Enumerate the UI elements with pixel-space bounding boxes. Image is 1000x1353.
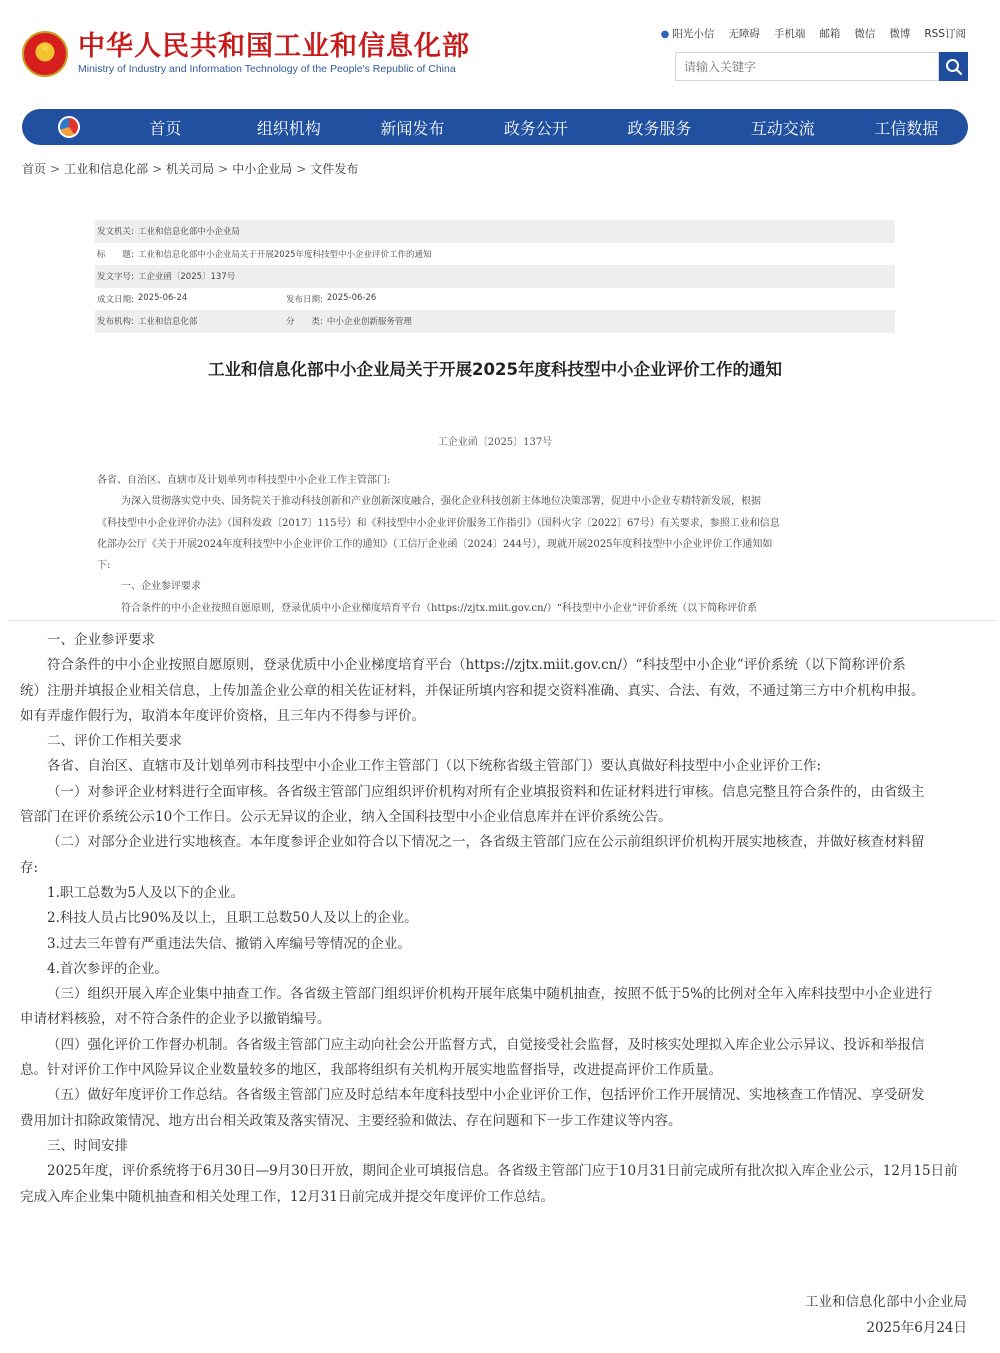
section-heading: 一、企业参评要求 bbox=[47, 632, 155, 648]
paragraph-line: 完成入库企业集中随机抽查和相关处理工作，12月31日前完成并提交年度评价工作总结。 bbox=[20, 1188, 554, 1205]
paragraph-line: （五）做好年度评价工作总结。各省级主管部门应及时总结本年度科技型中小企业评价工作，包括评价工作开展情况、实地核查工作情况、享受研发 bbox=[47, 1087, 925, 1104]
divider bbox=[8, 620, 998, 621]
national-emblem-logo: ★ bbox=[22, 31, 68, 77]
document-title: 工业和信息化部中小企业局关于开展2025年度科技型中小企业评价工作的通知 bbox=[208, 360, 782, 379]
signature-date: 2025年6月24日 bbox=[866, 1320, 967, 1336]
breadcrumb bbox=[22, 160, 358, 177]
breadcrumb-separator: > bbox=[152, 162, 163, 176]
main-nav bbox=[22, 109, 968, 145]
paragraph-line: 符合条件的中小企业按照自愿原则，登录优质中小企业梯度培育平台（https://zjtx.miit.gov.cn/）“科技型中小企业”评价系统（以下简称评价系 bbox=[121, 602, 758, 614]
breadcrumb-separator: > bbox=[296, 162, 307, 176]
top-link-wechat[interactable]: 微信 bbox=[854, 28, 876, 40]
meta-value: 工业和信息化部中小企业局 bbox=[137, 227, 240, 238]
meta-cell bbox=[97, 293, 286, 305]
paragraph-line: 费用加计扣除政策情况、地方出台相关政策及落实情况、主要经验和做法、存在问题和下一步工作建议等内容。 bbox=[20, 1112, 682, 1129]
nav-organization[interactable]: 组织机构 bbox=[256, 118, 321, 138]
breadcrumb-sme-bureau[interactable]: 中小企业局 bbox=[232, 162, 293, 176]
top-links bbox=[661, 26, 966, 41]
nav-services[interactable]: 政务服务 bbox=[627, 118, 692, 138]
meta-row-doc-number bbox=[95, 265, 895, 288]
breadcrumb-separator: > bbox=[50, 162, 61, 176]
paragraph-line: 如有弄虚作假行为，取消本年度评价资格，且三年内不得参与评价。 bbox=[20, 707, 425, 724]
site-title[interactable]: 中华人民共和国工业和信息化部 bbox=[78, 31, 470, 62]
paragraph-line: 管部门在评价系统公示10个工作日。公示无异议的企业，纳入全国科技型中小企业信息库并在评价系统公告。 bbox=[20, 809, 672, 826]
meta-label: 分 类: bbox=[286, 317, 323, 328]
meta-label: 成文日期: bbox=[97, 294, 134, 305]
paragraph-line: 《科技型中小企业评价办法》（国科发政〔2017〕115号）和《科技型中小企业评价服务工作指引》（国科火字〔2022〕67号）有关要求，参照工业和信息 bbox=[97, 517, 780, 529]
top-link-accessibility[interactable]: 无障碍 bbox=[728, 28, 760, 40]
section-heading: 一、企业参评要求 bbox=[121, 581, 201, 593]
paragraph-line: 2025年度，评价系统将于6月30日—9月30日开放，期间企业可填报信息。各省级主管部门应于10月31日前完成所有批次拟入库企业公示，12月15日前 bbox=[47, 1163, 958, 1180]
meta-label: 发文字号: bbox=[97, 272, 134, 283]
paragraph-line: （四）强化评价工作督办机制。各省级主管部门应主动向社会公开监督方式，自觉接受社会监督，及时核实处理拟入库企业公示异议、投诉和举报信 bbox=[47, 1036, 925, 1053]
list-item: 4.首次参评的企业。 bbox=[47, 960, 168, 977]
meta-cell bbox=[286, 315, 412, 327]
paragraph-line: 化部办公厅《关于开展2024年度科技型中小企业评价工作的通知》（工信厅企业函〔2024〕244号），现就开展2025年度科技型中小企业评价工作通知如 bbox=[97, 538, 773, 550]
nav-data[interactable]: 工信数据 bbox=[874, 118, 939, 138]
document-number: 工企业函〔2025〕137号 bbox=[437, 437, 553, 448]
meta-value: 2025-06-26 bbox=[326, 292, 377, 303]
paragraph-line: 申请材料核验，对不符合条件的企业予以撤销编号。 bbox=[20, 1011, 331, 1028]
document-meta-table bbox=[95, 220, 895, 333]
search-input[interactable] bbox=[675, 52, 939, 81]
search-button[interactable] bbox=[939, 52, 968, 81]
search-icon bbox=[945, 58, 963, 76]
salutation: 各省、自治区、直辖市及计划单列市科技型中小企业工作主管部门: bbox=[97, 475, 391, 486]
meta-label: 发布日期: bbox=[286, 294, 323, 305]
list-item: 3.过去三年曾有严重违法失信、撤销入库编号等情况的企业。 bbox=[47, 935, 411, 952]
paragraph-line: 存: bbox=[20, 859, 39, 876]
section-heading: 二、评价工作相关要求 bbox=[47, 733, 182, 750]
paragraph-line: （二）对部分企业进行实地核查。本年度参评企业如符合以下情况之一，各省级主管部门应在公示前组织评价机构开展实地核查，并做好核查材料留 bbox=[47, 834, 925, 851]
paragraph-line: 为深入贯彻落实党中央、国务院关于推动科技创新和产业创新深度融合，强化企业科技创新主体地位决策部署，促进中小企业专精特新发展，根据 bbox=[121, 496, 761, 508]
meta-value: 工业和信息化部 bbox=[137, 317, 198, 328]
paragraph-line: 各省、自治区、直辖市及计划单列市科技型中小企业工作主管部门（以下统称省级主管部门）要认真做好科技型中小企业评价工作: bbox=[47, 758, 822, 775]
top-link-weibo[interactable]: 微博 bbox=[889, 28, 911, 40]
top-link-mobile[interactable]: 手机端 bbox=[773, 28, 806, 40]
site-subtitle: Ministry of Industry and Information Technology of the People's Republic of China bbox=[78, 63, 456, 75]
meta-row-org bbox=[95, 310, 895, 333]
meta-row-dates bbox=[95, 288, 895, 311]
list-item: 2.科技人员占比90%及以上，且职工总数50人及以上的企业。 bbox=[47, 910, 418, 927]
meta-value: 中小企业创新服务管理 bbox=[326, 317, 412, 328]
breadcrumb-documents[interactable]: 文件发布 bbox=[310, 162, 359, 176]
paragraph-line: 符合条件的中小企业按照自愿原则，登录优质中小企业梯度培育平台（https://zjtx.miit.gov.cn/）“科技型中小企业”评价系统（以下简称评价系 bbox=[47, 657, 906, 674]
breadcrumb-home[interactable]: 首页 bbox=[22, 162, 47, 176]
top-link-rss[interactable]: RSS订阅 bbox=[924, 28, 966, 40]
list-item: 1.职工总数为5人及以下的企业。 bbox=[47, 884, 244, 901]
document-body-preview bbox=[97, 470, 897, 619]
top-link-sunshine[interactable]: ● 阳光小信 bbox=[660, 28, 715, 40]
meta-cell bbox=[97, 315, 286, 327]
meta-label: 发布机构: bbox=[97, 317, 134, 328]
breadcrumb-ministry[interactable]: 工业和信息化部 bbox=[64, 162, 149, 176]
meta-cell bbox=[286, 293, 376, 305]
top-link-mail[interactable]: 邮箱 bbox=[819, 28, 841, 40]
nav-government-affairs[interactable]: 政务公开 bbox=[503, 118, 568, 138]
breadcrumb-departments[interactable]: 机关司局 bbox=[166, 162, 215, 176]
paragraph-line: 下: bbox=[97, 560, 111, 572]
nav-home[interactable]: 首页 bbox=[149, 118, 182, 138]
nav-interaction[interactable]: 互动交流 bbox=[750, 118, 815, 138]
meta-row-title bbox=[95, 243, 895, 266]
info-icon: ● bbox=[660, 29, 670, 40]
paragraph-line: （一）对参评企业材料进行全面审核。各省级主管部门应组织评价机构对所有企业填报资料和佐证材料进行审核。信息完整且符合条件的，由省级主 bbox=[47, 783, 925, 800]
paragraph-line: （三）组织开展入库企业集中抽查工作。各省级主管部门组织评价机构开展年底集中随机抽查，按照不低于5%的比例对全年入库科技型中小企业进行 bbox=[47, 986, 933, 1003]
nav-news[interactable]: 新闻发布 bbox=[380, 118, 445, 138]
document-body bbox=[20, 628, 965, 1210]
ministry-logo-icon bbox=[58, 116, 80, 138]
meta-label: 标 题: bbox=[97, 249, 134, 260]
meta-label: 发文机关: bbox=[97, 227, 134, 238]
meta-value: 工业和信息化部中小企业局关于开展2025年度科技型中小企业评价工作的通知 bbox=[137, 249, 432, 260]
meta-value: 工企业函〔2025〕137号 bbox=[137, 272, 236, 283]
meta-row-issuer bbox=[95, 220, 895, 243]
paragraph-line: 息。针对评价工作中风险异议企业数量较多的地区，我部将组织有关机构开展实地监督指导，改进提高评价工作质量。 bbox=[20, 1062, 722, 1079]
signature-issuer: 工业和信息化部中小企业局 bbox=[805, 1294, 967, 1310]
breadcrumb-separator: > bbox=[218, 162, 229, 176]
section-heading: 三、时间安排 bbox=[47, 1137, 128, 1154]
meta-value: 2025-06-24 bbox=[137, 292, 188, 303]
paragraph-line: 统）注册并填报企业相关信息，上传加盖企业公章的相关佐证材料，并保证所填内容和提交资料准确、真实、合法、有效，不通过第三方中介机构申报。 bbox=[20, 682, 925, 699]
